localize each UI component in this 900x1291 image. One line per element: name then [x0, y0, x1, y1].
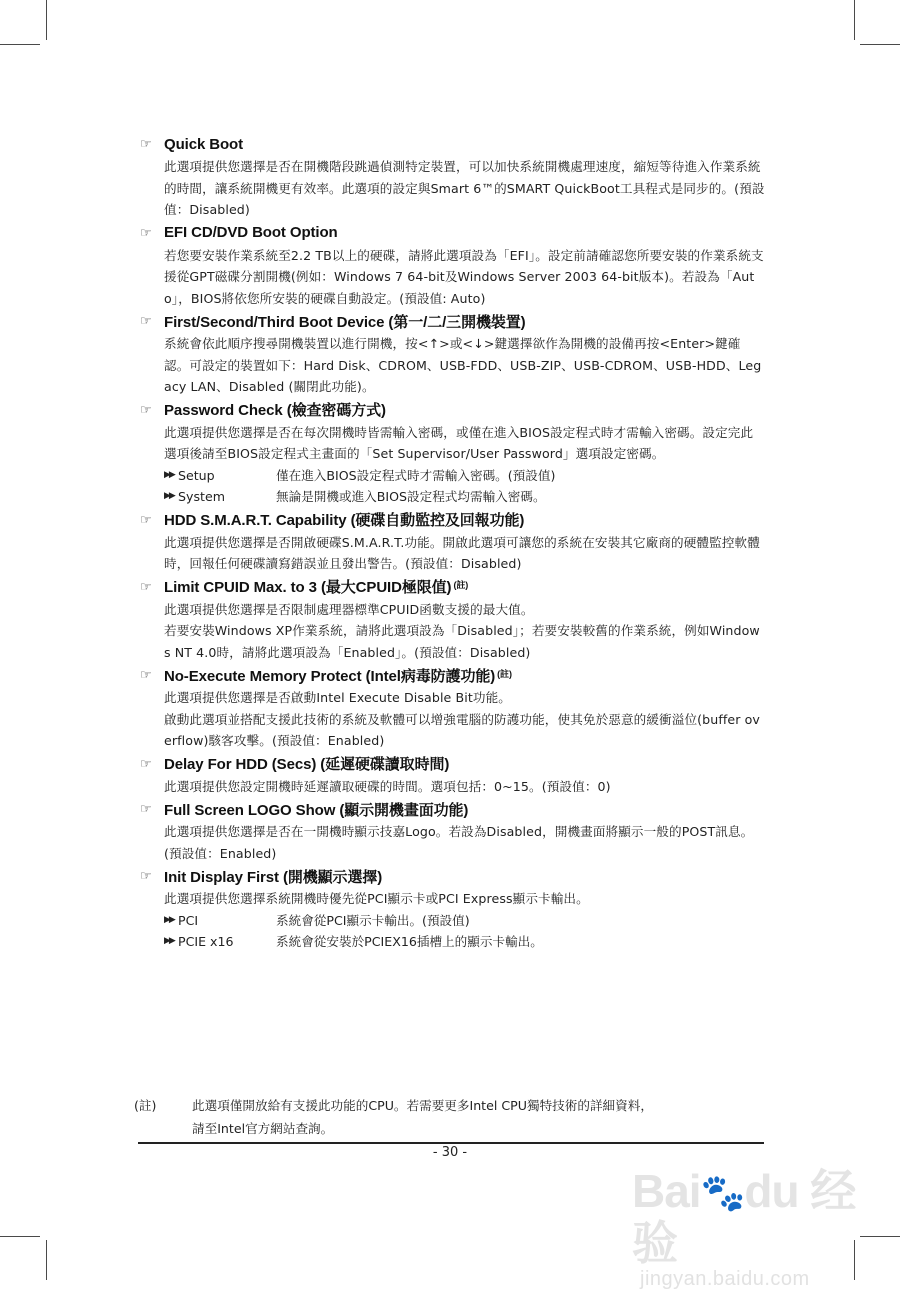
- setting-title-text: No-Execute Memory Protect (Intel病毒防護功能): [164, 667, 496, 685]
- pointing-hand-icon: ☞: [140, 313, 152, 328]
- setting-title-text: Full Screen LOGO Show (顯示開機畫面功能): [164, 801, 469, 819]
- double-arrow-icon: ▶▶: [164, 914, 174, 925]
- double-arrow-icon: ▶▶: [164, 469, 174, 480]
- watermark-url: jingyan.baidu.com: [640, 1268, 810, 1290]
- setting-title-text: HDD S.M.A.R.T. Capability (硬碟自動監控及回報功能): [164, 512, 525, 529]
- crop-mark: [860, 44, 900, 45]
- setting-item: [140, 797, 765, 864]
- setting-title-text: Quick Boot: [164, 135, 244, 153]
- pointing-hand-icon: ☞: [140, 511, 152, 527]
- setting-title: [140, 398, 765, 422]
- option-row: [164, 910, 765, 932]
- option-row: [164, 465, 765, 487]
- setting-description: 此選項提供您選擇是否在每次開機時皆需輸入密碼，或僅在進入BIOS設定程式時才需輸入密碼。設定完此選項後請至BIOS設定程式主畫面的「Set Supervisor/User Password」選項設定密碼。: [164, 424, 754, 461]
- setting-description: 此選項提供您選擇是否在一開機時顯示技嘉Logo。若設為Disabled，開機畫面將顯示一般的POST訊息。(預設值：Enabled): [164, 824, 754, 861]
- paw-icon: 🐾: [700, 1172, 745, 1213]
- crop-mark: [0, 1236, 40, 1237]
- crop-mark: [0, 44, 40, 45]
- crop-mark: [854, 0, 855, 40]
- setting-title: [140, 575, 765, 599]
- setting-title: [140, 663, 765, 687]
- pointing-hand-icon: ☞: [140, 801, 152, 816]
- setting-description: 此選項提供您選擇是否在開機階段跳過偵測特定裝置，可以加快系統開機處理速度，縮短等待進入作業系統的時間，讓系統開機更有效率。此選項的設定與Smart 6™的SMART QuickBoot工具程式是同步的。(預設值：Disabled): [164, 159, 765, 217]
- setting-title: [140, 132, 765, 156]
- pointing-hand-icon: ☞: [140, 578, 152, 594]
- setting-item: [140, 221, 765, 310]
- option-value: 無論是開機或進入BIOS設定程式均需輸入密碼。: [276, 489, 546, 504]
- setting-title-text: First/Second/Third Boot Device (第一/二/三開機裝置): [164, 313, 526, 331]
- setting-item: [140, 663, 765, 752]
- footnote-reference: (註): [453, 580, 469, 590]
- setting-item: [140, 398, 765, 508]
- setting-item: [140, 309, 765, 398]
- footnote: [134, 1094, 764, 1140]
- setting-description: 此選項提供您選擇是否開啟硬碟S.M.A.R.T.功能。開啟此選項可讓您的系統在安裝其它廠商的硬體監控軟體時，回報任何硬碟讀寫錯誤並且發出警告。(預設值：Disabled): [164, 534, 760, 571]
- setting-description: 啟動此選項並搭配支援此技術的系統及軟體可以增強電腦的防護功能，使其免於惡意的緩衝溢位(buffer overflow)駭客攻擊。(預設值：Enabled): [164, 711, 760, 748]
- footnote-reference: (註): [497, 668, 512, 679]
- setting-description: 此選項提供您選擇系統開機時優先從PCI顯示卡或PCI Express顯示卡輸出。: [164, 891, 589, 906]
- bios-settings-list: [140, 132, 765, 953]
- setting-title: [140, 797, 765, 821]
- footnote-mark: (註): [134, 1098, 157, 1113]
- setting-item: [140, 752, 765, 798]
- option-row: [164, 486, 765, 508]
- option-value: 僅在進入BIOS設定程式時才需輸入密碼。(預設值): [276, 467, 556, 483]
- double-arrow-icon: ▶▶: [164, 491, 174, 501]
- setting-title: [140, 752, 765, 776]
- setting-title: [140, 309, 765, 333]
- setting-description: 此選項提供您選擇是否啟動Intel Execute Disable Bit功能。: [164, 690, 511, 705]
- watermark-logo: Bai🐾du 经验: [632, 1165, 856, 1269]
- page-number: - 30 -: [432, 1145, 468, 1160]
- setting-description: 系統會依此順序搜尋開機裝置以進行開機，按<↑>或<↓>鍵選擇欲作為開機的設備再按<Enter>鍵確認。可設定的裝置如下：Hard Disk、CDROM、USB-FDD、USB-ZIP、USB-CDROM、USB-HDD、Legacy LAN、Disabled (關閉此功能)。: [164, 336, 762, 394]
- footnote-line: 請至Intel官方網站查詢。: [192, 1121, 334, 1136]
- option-value: 系統會從安裝於PCIEX16插槽上的顯示卡輸出。: [276, 934, 543, 949]
- setting-title-text: EFI CD/DVD Boot Option: [164, 224, 338, 241]
- pointing-hand-icon: ☞: [140, 401, 152, 417]
- double-arrow-icon: ▶▶: [164, 936, 174, 946]
- option-key: PCI: [178, 912, 199, 928]
- setting-description: 此選項提供您設定開機時延遲讀取硬碟的時間。選項包括：0~15。(預設值：0): [164, 778, 611, 794]
- option-key: System: [178, 489, 225, 504]
- option-row: [164, 931, 765, 953]
- footer-divider: [138, 1142, 764, 1144]
- setting-description: 此選項提供您選擇是否限制處理器標準CPUID函數支援的最大值。: [164, 601, 534, 617]
- setting-description: 若您要安裝作業系統至2.2 TB以上的硬碟，請將此選項設為「EFI」。設定前請確認您所要安裝的作業系統支援從GPT磁碟分割開機(例如：Windows 7 64-bit及Windows Server 2003 64-bit版本)。若設為「Auto」，BIOS將依您所安裝的硬碟自動設定。(預設值: Auto): [164, 247, 764, 306]
- setting-description: 若要安裝Windows XP作業系統，請將此選項設為「Disabled」；若要安裝較舊的作業系統，例如Windows NT 4.0時，請將此選項設為「Enabled」。(預設值：Disabled): [164, 623, 760, 660]
- setting-title: [140, 508, 765, 532]
- baidu-watermark: [632, 1165, 872, 1290]
- setting-title: [140, 864, 765, 888]
- option-key: PCIE x16: [178, 934, 234, 949]
- setting-item: [140, 864, 765, 953]
- setting-item: [140, 132, 765, 221]
- crop-mark: [46, 0, 47, 40]
- crop-mark: [46, 1240, 47, 1280]
- setting-title-text: Limit CPUID Max. to 3 (最大CPUID極限值): [164, 579, 452, 596]
- pointing-hand-icon: ☞: [140, 667, 152, 682]
- setting-title-text: Password Check (檢查密碼方式): [164, 402, 386, 419]
- pointing-hand-icon: ☞: [140, 868, 152, 883]
- pointing-hand-icon: ☞: [140, 224, 152, 240]
- setting-item: [140, 508, 765, 575]
- footnote-line: 此選項僅開放給有支援此功能的CPU。若需要更多Intel CPU獨特技術的詳細資料，: [192, 1098, 653, 1113]
- setting-title-text: Delay For HDD (Secs) (延遲硬碟讀取時間): [164, 756, 450, 773]
- pointing-hand-icon: ☞: [140, 755, 152, 771]
- pointing-hand-icon: ☞: [140, 136, 152, 151]
- setting-title-text: Init Display First (開機顯示選擇): [164, 868, 383, 886]
- option-value: 系統會從PCI顯示卡輸出。(預設值): [276, 912, 470, 928]
- setting-title: [140, 221, 765, 245]
- setting-item: [140, 575, 765, 664]
- footnote-text: [192, 1094, 764, 1140]
- option-key: Setup: [178, 467, 215, 483]
